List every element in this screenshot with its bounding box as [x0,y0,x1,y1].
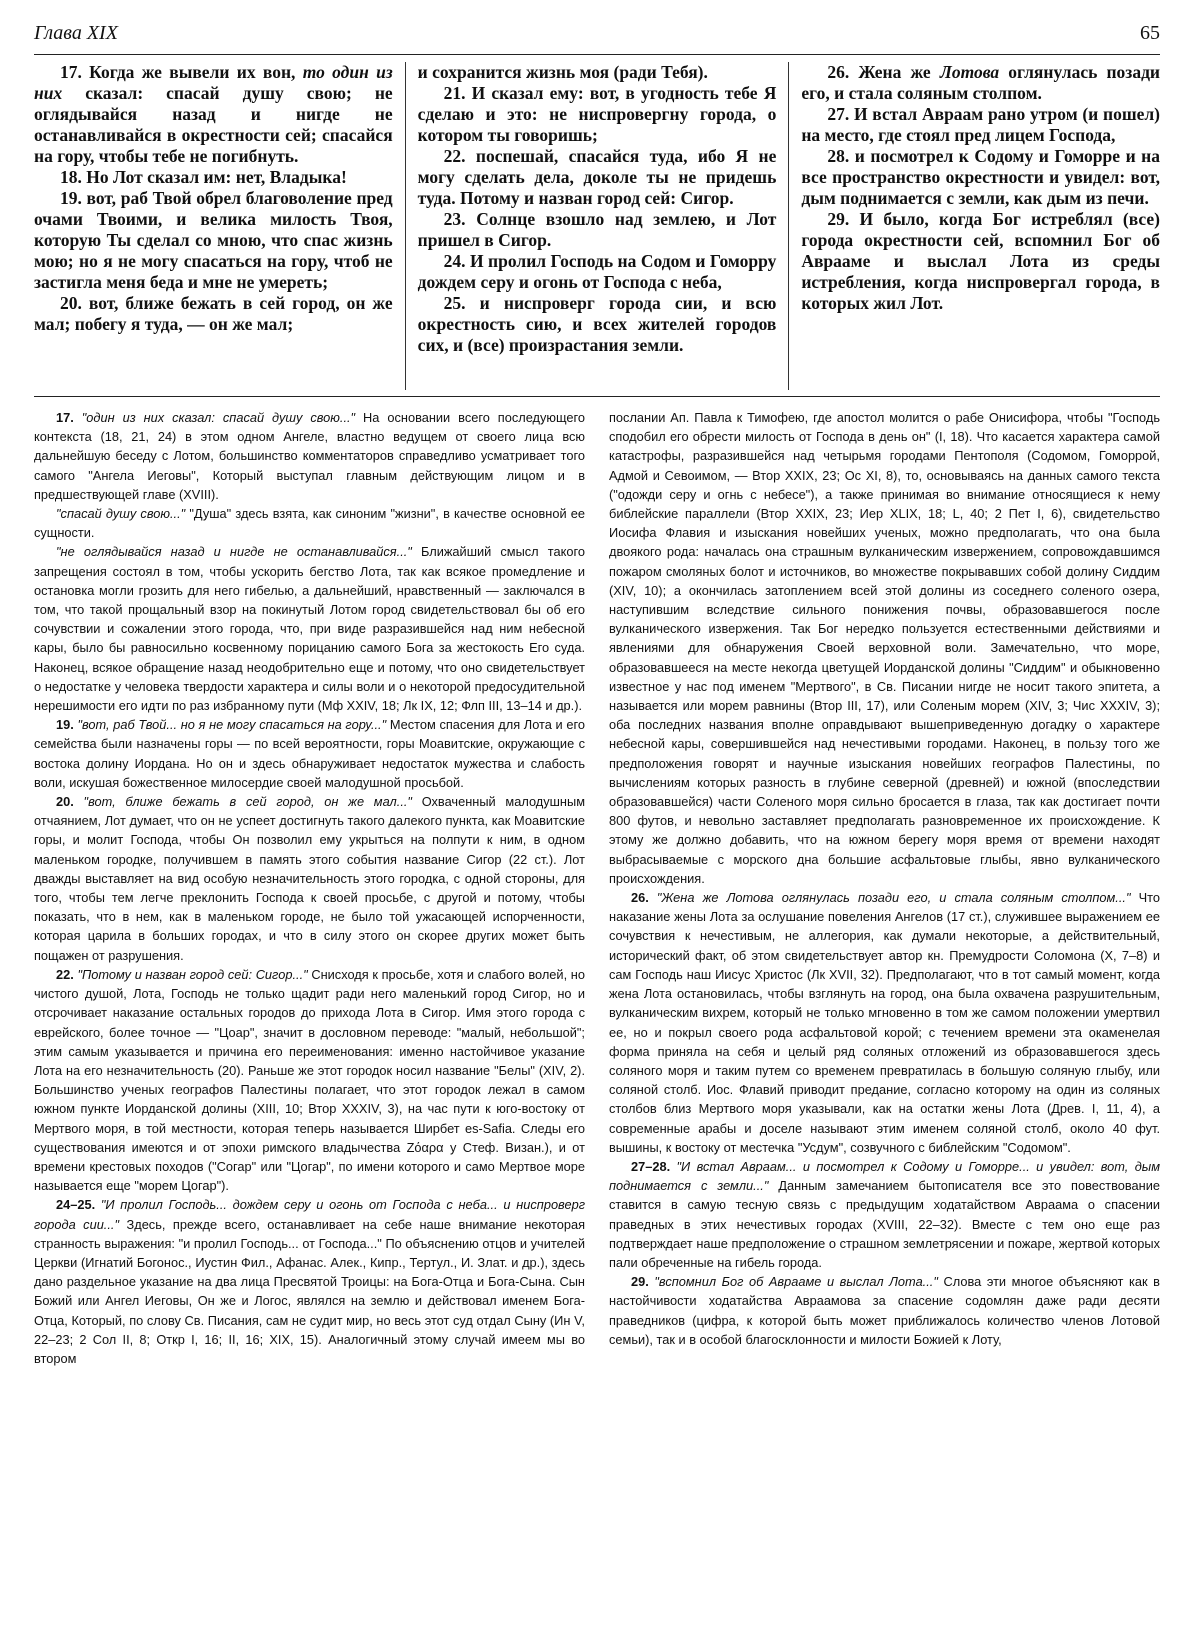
verse-26: 26. Жена же Лотова оглянулась позади его, и стала соляным столпом. [801,62,1161,103]
verse-number: 26. [827,62,850,82]
commentary-column-2 [609,408,1160,1618]
verse-28: 28. и посмотрел к Содому и Гоморре и на все пространство окрестности и увидел: вот, дым поднимается с земли, как дым из печи. [801,146,1161,208]
comment-20: 20. "вот, ближе бежать в сей город, он же мал..." Охваченный малодушным отчаянием, Лот думает, что он не успеет достигнуть такого далекого пункта, как Моавитские горы, и молит Господа, чтобы Он позволил ему укрыться на полпути к ним, в одном маленьком городке, получившем в память этого события название Сигор (22 ст.). Лот дважды выставляет на вид особую незначительность этого городка, с одной стороны, для того, чтобы тем легче преклонить Господа к своей просьбе, с другой и потому, чтобы показать, что в нем, как в маленьком городе, не было той ужасающей испорченности, которая царила в больших городах, и что в силу этого он скорее других может быть пощажен от разрушения. [34,794,585,963]
verse-number: 20. [60,293,82,313]
page-number: 65 [1140,22,1160,44]
verse-number: 28. [827,146,850,166]
verse-19: 19. вот, раб Твой обрел благоволение пред очами Твоими, и велика милость Твоя, которую Ты сделал со мною, что спас жизнь мою; но я не могу спасаться на гору, чтоб не застигла меня беда и мне не умереть; [34,188,393,292]
verse-number: 21. [443,83,466,103]
comment-17-look-back: "не оглядывайся назад и нигде не останавливайся..." Ближайший смысл такого запрещения состоял в том, чтобы ускорить бегство Лота, так как всякое промедление и остановка могли грозить для него гибелью, а дальнейший, нравственный — заключался в том, что такой прощальный взор на покинутый Лотом город свидетельствовал бы об его сочувствии и сожалении этого города, что, при виде разразившейся над ним небесной кары, было бы равносильно косвенному порицанию самого Бога за жестокость Его суда. Наконец, всякое обращение назад неодобрительно еще и потому, что оно свидетельствует о недостатке у человека твердости характера и силы воли и о некоторой предосудительной нерешимости его идти по раз избранному пути (Мф XXIV, 18; Лк IX, 12; Флп III, 13–14 и др.). [34,544,585,714]
verse-29: 29. И было, когда Бог истреблял (все) города окрестности сей, вспомнил Бог об Аврааме и выслал Лота из среды истребления, когда ниспровергал города, в которых жил Лот. [801,209,1161,313]
verse-column-3 [789,62,1160,390]
verse-21: 21. И сказал ему: вот, в угодность тебе Я сделаю и это: не ниспровергну города, о котором ты говоришь; [417,83,777,145]
commentary [34,408,1160,1618]
verse-27: 27. И встал Авраам рано утром (и пошел) на место, где стоял пред лицем Господа, [801,104,1161,145]
running-header [34,22,1160,55]
comment-26: 26. "Жена же Лотова оглянулась позади его, и стала соляным столпом..." Что наказание жены Лота за ослушание повеления Ангелов (17 ст.), служившее выражением ее сочувствия к нечестивым, не аллегория, как думали некоторые, а действительный, исторический факт, об этом свидетельствует автор кн. Премудрости Соломона (X, 7–8) и сам Господь наш Иисус Христос (Лк XVII, 32). Предполагают, что в тот самый момент, когда жена Лота остановилась, чтобы взглянуть на город, она была охвачена разрушительным, вулканическим вихрем, который не только мгновенно в том же самом положении умертвил ее, но и покрыл своего рода асфальтовой корой; с течением времени эта окаменелая форма приняла на себя и целый ряд соляных отложений из образовавшегося здесь соляного моря и таким путем со временем превратилась в большую соляную глыбу, или соляной столб. Иос. Флавий приводит предание, согласно которому на один из соляных столбов близ Мертвого моря указывали, как на остатки жены Лота (Древ. I, 11, 4), а современные арабы и доселе называют этим именем соляной столб, около 40 фут. вышины, к востоку от местечка "Усдум", созвучного с библейским "Содомом". [609,890,1160,1155]
comment-27-28: 27–28. "И встал Авраам... и посмотрел к Содому и Гоморре... и увидел: вот, дым поднимается с земли..." Данным замечанием бытописателя все это повествование ставится в самую тесную связь с предыдущим ходатайством Авраама о спасении праведных в этих нечестивых городах (XVIII, 22–32). Вместе с тем оно еще раз подтверждает наше предположение о страшном землетрясении и пожаре, жертвой которых пали обреченные на гибель города. [609,1158,1160,1270]
comment-17: 17. "один из них сказал: спасай душу свою..." На основании всего последующего контекста (18, 21, 24) в этом одном Ангеле, властно ведущем от своего лица всю дальнейшую беседу с Лотом, большинство комментаторов справедливо усматривает того самого "Ангела Иеговы", Который выступал главным действующим лицом и в предшествующей главе (XVIII). [34,410,585,502]
verse-20: 20. вот, ближе бежать в сей город, он же мал; побегу я туда, — он же мал; [34,293,393,334]
comment-24-25-continued: послании Ап. Павла к Тимофею, где апостол молится о рабе Онисифора, чтобы "Господь сподобил его обрести милость от Господа в день он" (I, 18). Что касается характера самой катастрофы, разразившейся над четырьмя городами Пентополя (Содомом, Гоморрой, Адмой и Севоимом, — Втор XXIX, 23; Ос XI, 8), то, основываясь на данных самого текста ("одожди серу и огнь с небесе"), а также принимая во внимание относящиеся к нему библейские параллели (Втор XXIX, 23; Иер XLIX, 18; L, 40; 2 Пет I, 6), свидетельство Иосифа Флавия и изыскания новейших ученых, можно предполагать, что она была двоякого рода: началась она страшным вулканическим извержением, сопровождавшимся пожаром смоляных болот и источников, во множестве покрывавших собой долину Сиддим (XIV, 10); а окончилась затоплением всей этой долины из соседнего соленого озера, наступившим вследствие сильного понижения почвы, образовавшегося после вулканического извержения. Так Бог нередко пользуется естественными действиями и явлениями для обнаружения Своей верховной воли. Замечательно, что море, образовавшееся на месте некогда цветущей Иорданской долины "Сиддим" и обыкновенно известное у нас под именем "Мертвого", в Св. Писании нигде не носит такого эпитета, а называется или морем равнины (Втор III, 17), или Соленым морем (XIV, 3; Чис XXXIV, 3); оба последних названия вполне оправдывают вышеприведенную догадку о характере небесной кары, совершившейся над нечестивыми городами. Наконец, в пользу того же предположения говорят и научные изыскания новейших географов Палестины, по вычислениям которых разность в глубине северной (древней) и южной (впоследствии образовавшейся) части Соленого моря сильно бросается в глаза, так как достигает почти 800 футов, и невольно заставляет предполагать разновременное их происхождение. К этому же должно добавить, что на южном берегу моря время от времени находят выбрасываемые с морского дна большие асфальтовые глыбы, явно вулканического происхождения. [609,410,1160,886]
comment-24-25: 24–25. "И пролил Господь... дождем серу и огонь от Господа с неба... и ниспроверг города сии..." Здесь, прежде всего, останавливает на себе наше внимание некоторая странность выражения: "и пролил Господь... от Господа..." По объяснению отцов и учителей Церкви (Игнатий Богонос., Иустин Фил., Афанас. Алек., Кипр., Тертул., И. Злат. и др.), здесь дано раздельное указание на два лица Пресвятой Троицы: на Бога-Отца и Бога-Сына. Сын Божий или Ангел Иеговы, Он же и Логос, являлся на землю и действовал именем Бога-Отца, Который, по слову Св. Писания, сам не судит мир, но весь этот суд отдал Сыну (Ин V, 22–23; 2 Сол II, 8; Откр I, 16; II, 16; XIX, 15). Аналогичный этому случай имеем мы во втором [34,1197,585,1366]
verse-column-2 [406,62,790,390]
verse-column-1 [34,62,406,390]
verse-number: 19. [60,188,82,208]
comment-19: 19. "вот, раб Твой... но я не могу спасаться на гору..." Местом спасения для Лота и его семейства были назначены горы — по всей вероятности, горы Моавитские, окружающие с востока долину Иордана. Но он и здесь обнаруживает недостаток мужества и слабость воли, искушая божественное милосердие своей малодушной просьбой. [34,717,585,790]
verse-23: 23. Солнце взошло над землею, и Лот пришел в Сигор. [417,209,777,250]
verse-25: 25. и ниспроверг города сии, и всю окрестность сию, и всех жителей городов сих, и (все) произрастания земли. [417,293,777,355]
verse-20-continued: и сохранится жизнь моя (ради Тебя). [417,62,708,82]
bible-text [34,62,1160,390]
verse-number: 25. [443,293,466,313]
verse-number: 22. [443,146,466,166]
verse-number: 29. [827,209,850,229]
verse-number: 17. [60,62,82,82]
verse-number: 18. [60,167,82,187]
verse-number: 23. [443,209,466,229]
section-divider [34,396,1160,397]
verse-22: 22. поспешай, спасайся туда, ибо Я не могу сделать дела, доколе ты не придешь туда. Потому и назван город сей: Сигор. [417,146,777,208]
commentary-column-1 [34,408,585,1618]
verse-17: 17. Когда же вывели их вон, то один из них сказал: спасай душу свою; не оглядывайся назад и нигде не останавливайся в окрестности сей; спасайся на гору, чтобы тебе не погибнуть. [34,62,393,166]
chapter-title: Глава XIX [34,22,118,44]
comment-17-soul: "спасай душу свою..." "Душа" здесь взята, как синоним "жизни", в качестве основной ее сущности. [34,506,585,541]
comment-22: 22. "Потому и назван город сей: Сигор..." Снисходя к просьбе, хотя и слабого волей, но чистого душой, Лота, Господь не только щадит ради него маленький город Сигор, но и отсрочивает наказание остальных городов до прихода Лота в Сигор. Имя этого города с еврейского, более точное — "Цоар", значит в дословном переводе: "малый, небольшой"; этим самым указывается и причина его переименования: именно настойчивое указание Лота на его незначительность (20). Раньше же этот городок носил название "Белы" (XIV, 2). Большинство ученых географов Палестины полагает, что этот городок лежал в самом южном пункте Иорданской долины (XIII, 10; Втор XXXIV, 3), на час пути к юго-востоку от Мертвого моря, в той местности, которая теперь называется Ширбет es-Safia. Следы его существования имеются и от эпохи римского владычества Ζόαρα у Стеф. Визан.), и от времени крестовых походов ("Согар" или "Цогар", по имени которого и само Мертвое море называется еще "морем Цогар"). [34,966,585,1194]
verse-24: 24. И пролил Господь на Содом и Гоморру дождем серу и огонь от Господа с неба, [417,251,777,292]
verse-number: 27. [827,104,850,124]
comment-29: 29. "вспомнил Бог об Аврааме и выслал Лота..." Слова эти многое объясняют как в настойчивости ходатайства Авраамова за спасение содомлян даже ради десяти праведников (цифра, к которой быть может приближалось количество членов Лотовой семьи), так и в особой благосклонности и милости Божией к Лоту, [609,1274,1160,1347]
verse-number: 24. [443,251,466,271]
verse-18: 18. Но Лот сказал им: нет, Владыка! [60,167,347,187]
